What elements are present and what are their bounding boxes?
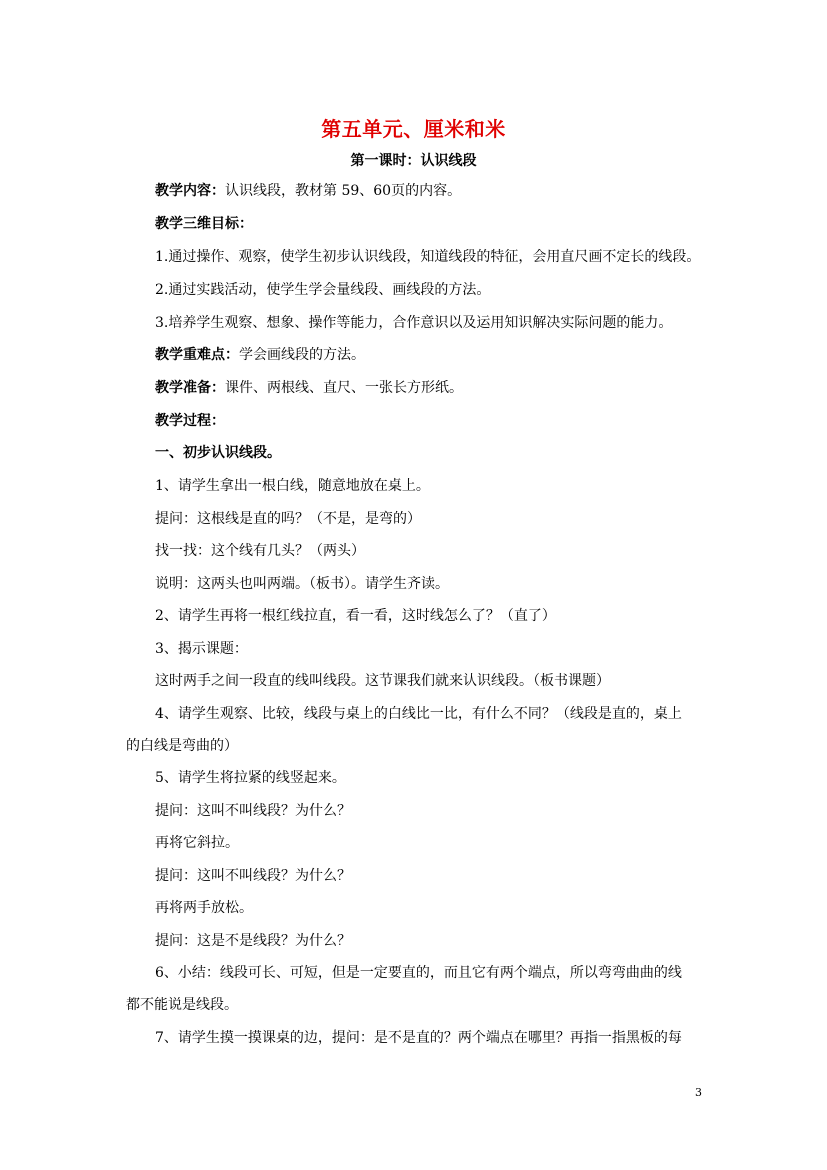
- paragraph: 2、请学生再将一根红线拉直，看一看，这时线怎么了？（直了）: [155, 608, 556, 624]
- teaching-content-label: 教学内容：: [155, 183, 225, 199]
- paragraph: 提问：这叫不叫线段？为什么？: [155, 868, 351, 884]
- paragraph: 4、请学生观察、比较，线段与桌上的白线比一比，有什么不同？（线段是直的，桌上: [155, 706, 682, 722]
- paragraph: 提问：这叫不叫线段？为什么？: [155, 803, 351, 819]
- preparation-text: 课件、两根线、直尺、一张长方形纸。: [225, 380, 463, 396]
- section-heading-1: 一、初步认识线段。: [155, 445, 281, 461]
- paragraph: 3、揭示课题：: [155, 641, 248, 657]
- teaching-content-text: 认识线段，教材第 59、60页的内容。: [225, 183, 462, 199]
- paragraph: 找一找：这个线有几头？（两头）: [155, 543, 365, 559]
- paragraph: 再将它斜拉。: [155, 835, 239, 851]
- objective-2: 2.通过实践活动，使学生学会量线段、画线段的方法。: [155, 282, 491, 298]
- paragraph: 这时两手之间一段直的线叫线段。这节课我们就来认识线段。（板书课题）: [155, 673, 610, 689]
- objective-3: 3.培养学生观察、想象、操作等能力，合作意识以及运用知识解决实际问题的能力。: [155, 315, 673, 331]
- key-points-text: 学会画线段的方法。: [239, 347, 365, 363]
- document-title: 第五单元、厘米和米: [321, 117, 506, 141]
- preparation-line: [155, 378, 463, 398]
- paragraph: 再将两手放松。: [155, 900, 253, 916]
- paragraph-continuation: 都不能说是线段。: [126, 997, 238, 1013]
- key-points-line: [155, 345, 365, 365]
- paragraph: 1、请学生拿出一根白线，随意地放在桌上。: [155, 478, 430, 494]
- paragraph: 5、请学生将拉紧的线竖起来。: [155, 770, 346, 786]
- preparation-label: 教学准备：: [155, 380, 225, 396]
- paragraph: 提问：这根线是直的吗？（不是，是弯的）: [155, 511, 421, 527]
- paragraph: 提问：这是不是线段？为什么？: [155, 933, 351, 949]
- lesson-subtitle: 第一课时：认识线段: [350, 153, 477, 169]
- page-number: 3: [695, 1086, 702, 1099]
- teaching-content-line: [155, 181, 461, 201]
- paragraph: 7、请学生摸一摸课桌的边，提问：是不是直的？两个端点在哪里？再指一指黑板的每: [155, 1030, 682, 1046]
- objective-1: 1.通过操作、观察，使学生初步认识线段，知道线段的特征，会用直尺画不定长的线段。: [155, 249, 701, 265]
- paragraph: 说明：这两头也叫两端。（板书）。请学生齐读。: [155, 576, 449, 592]
- paragraph: 6、小结：线段可长、可短，但是一定要直的，而且它有两个端点，所以弯弯曲曲的线: [155, 965, 682, 981]
- objectives-heading: 教学三维目标：: [155, 216, 253, 232]
- key-points-label: 教学重难点：: [155, 347, 239, 363]
- paragraph-continuation: 的白线是弯曲的）: [126, 738, 238, 754]
- process-heading: 教学过程：: [155, 413, 225, 429]
